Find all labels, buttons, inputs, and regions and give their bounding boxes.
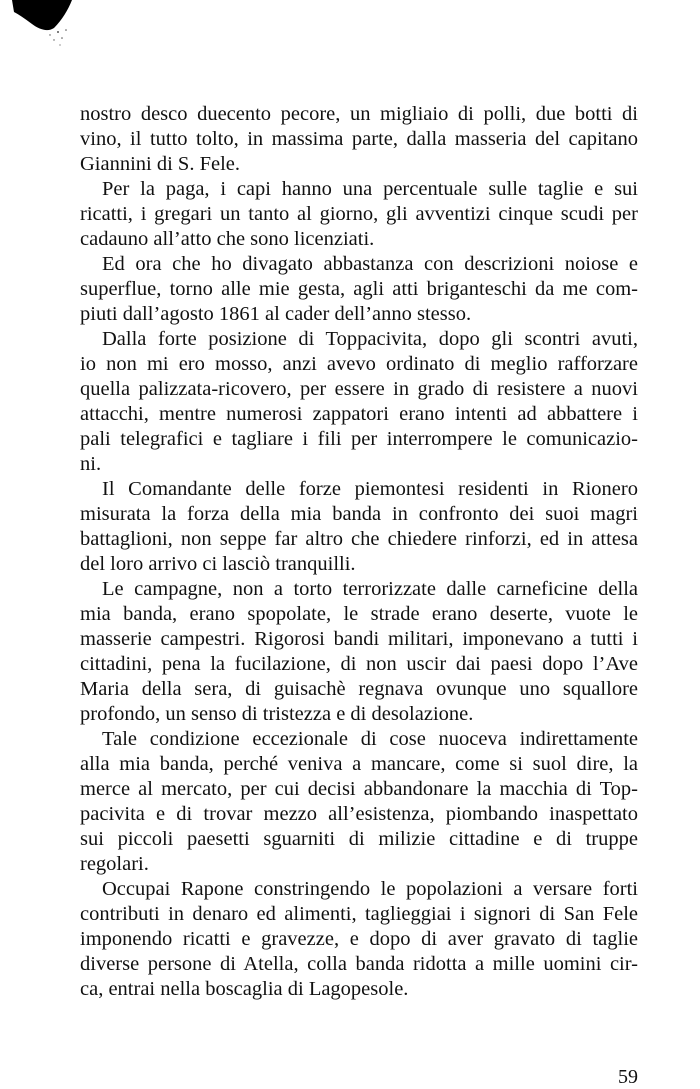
text-line: del loro arrivo ci lasciò tranquilli. [80, 553, 356, 575]
text-line: contributi in denaro ed alimenti, taglieggiai i signori di San Fele [80, 903, 638, 925]
text-line: nostro desco duecento pecore, un migliaio di polli, due botti di [80, 103, 638, 125]
text-line: mia banda, erano spopolate, le strade erano deserte, vuote le [80, 603, 638, 625]
text-line: imponendo ricatti e gravezze, e dopo di aver gravato di taglie [80, 928, 638, 950]
text-line: sui piccoli paesetti sguarniti di milizie cittadine e di truppe [80, 828, 638, 850]
scan-ink-blot [10, 0, 80, 60]
text-line: battaglioni, non seppe far altro che chiedere rinforzi, ed in attesa [80, 528, 638, 550]
text-line: superflue, torno alle mie gesta, agli atti briganteschi da me com- [80, 278, 638, 300]
text-line: io non mi ero mosso, anzi avevo ordinato di meglio rafforzare [80, 353, 638, 375]
text-line: Giannini di S. Fele. [80, 153, 241, 175]
paragraph [80, 577, 638, 727]
text-line: cadauno all’atto che sono licenziati. [80, 228, 375, 250]
text-line: ni. [80, 453, 102, 475]
text-line: vino, il tutto tolto, in massima parte, dalla masseria del capitano [80, 128, 638, 150]
text-line: Il Comandante delle forze piemontesi residenti in Rionero [102, 478, 638, 500]
text-line: quella palizzata-ricovero, per essere in grado di resistere a nuovi [80, 378, 638, 400]
text-line: ricatti, i gregari un tanto al giorno, gli avventizi cinque scudi per [80, 203, 638, 225]
text-line: piuti dall’agosto 1861 al cader dell’anno stesso. [80, 303, 472, 325]
text-line: Maria della sera, di guisachè regnava ovunque uno squallore [80, 678, 638, 700]
text-line: diverse persone di Atella, colla banda ridotta a mille uomini cir- [80, 953, 638, 975]
text-line: pacivita e di trovar mezzo all’esistenza, piombando inaspettato [80, 803, 638, 825]
text-line: Occupai Rapone constringendo le popolazioni a versare forti [102, 878, 638, 900]
paragraph [80, 102, 638, 177]
paragraph [80, 177, 638, 252]
body-text [80, 102, 638, 1002]
text-line: regolari. [80, 853, 149, 875]
text-line: Le campagne, non a torto terrorizzate dalle carneficine della [102, 578, 638, 600]
text-line: attacchi, mentre numerosi zappatori erano intenti ad abbattere i [80, 403, 638, 425]
text-line: Dalla forte posizione di Toppacivita, dopo gli scontri avuti, [102, 328, 638, 350]
paragraph [80, 477, 638, 577]
text-line: Ed ora che ho divagato abbastanza con descrizioni noiose e [102, 253, 638, 275]
text-line: Tale condizione eccezionale di cose nuoceva indirettamente [102, 728, 638, 750]
paragraph [80, 727, 638, 877]
paragraph [80, 877, 638, 1002]
text-line: profondo, un senso di tristezza e di desolazione. [80, 703, 474, 725]
paragraph [80, 327, 638, 477]
text-line: alla mia banda, perché veniva a mancare, come si suol dire, la [80, 753, 638, 775]
paragraph [80, 252, 638, 327]
page-number: 59 [618, 1066, 638, 1088]
text-line: pali telegrafici e tagliare i fili per interrompere le comunicazio- [80, 428, 638, 450]
text-line: Per la paga, i capi hanno una percentuale sulle taglie e sui [102, 178, 638, 200]
text-line: cittadini, pena la fucilazione, di non uscir dai paesi dopo l’Ave [80, 653, 638, 675]
text-line: masserie campestri. Rigorosi bandi militari, imponevano a tutti i [80, 628, 638, 650]
text-line: ca, entrai nella boscaglia di Lagopesole. [80, 978, 409, 1000]
text-line: merce al mercato, per cui decisi abbandonare la macchia di Top- [80, 778, 638, 800]
text-line: misurata la forza della mia banda in confronto dei suoi magri [80, 503, 638, 525]
